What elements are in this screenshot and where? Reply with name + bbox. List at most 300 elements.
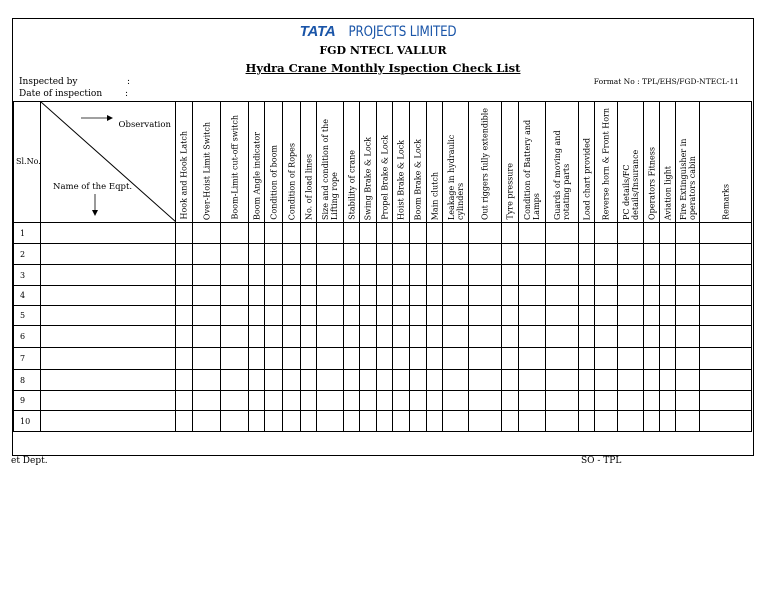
- check-cell[interactable]: [427, 223, 443, 244]
- check-cell[interactable]: [595, 286, 618, 306]
- check-cell[interactable]: [469, 223, 502, 244]
- check-cell[interactable]: [660, 265, 676, 286]
- check-cell[interactable]: [443, 286, 469, 306]
- date-label: Date of inspection: [19, 89, 103, 99]
- check-cell[interactable]: [221, 244, 249, 265]
- check-cell[interactable]: [546, 265, 579, 286]
- column-header: Size and condition of the Lifting rope: [317, 102, 344, 223]
- table-row: [14, 265, 752, 286]
- check-cell[interactable]: [618, 411, 644, 432]
- check-cell[interactable]: [644, 244, 660, 265]
- check-cell[interactable]: [317, 370, 344, 391]
- check-cell[interactable]: [265, 348, 283, 370]
- check-cell[interactable]: [393, 370, 410, 391]
- check-cell[interactable]: [377, 286, 393, 306]
- column-header: Swing Brake & Lock: [360, 102, 377, 223]
- check-cell[interactable]: [502, 286, 519, 306]
- check-cell[interactable]: [283, 348, 301, 370]
- column-header: Boom Brake & Lock: [410, 102, 427, 223]
- check-cell[interactable]: [344, 370, 360, 391]
- check-cell[interactable]: [502, 411, 519, 432]
- equipment-cell[interactable]: [41, 411, 176, 432]
- check-cell[interactable]: [700, 265, 752, 286]
- check-cell[interactable]: [221, 411, 249, 432]
- check-cell[interactable]: [410, 326, 427, 348]
- check-cell[interactable]: [221, 223, 249, 244]
- check-cell[interactable]: [427, 265, 443, 286]
- check-cell[interactable]: [502, 223, 519, 244]
- check-cell[interactable]: [618, 223, 644, 244]
- check-cell[interactable]: [249, 244, 265, 265]
- check-cell[interactable]: [301, 244, 317, 265]
- check-cell[interactable]: [676, 244, 700, 265]
- check-cell[interactable]: [377, 348, 393, 370]
- check-cell[interactable]: [579, 265, 595, 286]
- check-cell[interactable]: [502, 244, 519, 265]
- check-cell[interactable]: [519, 348, 546, 370]
- check-cell[interactable]: [676, 348, 700, 370]
- check-cell[interactable]: [410, 244, 427, 265]
- check-cell[interactable]: [301, 306, 317, 326]
- check-cell[interactable]: [618, 348, 644, 370]
- check-cell[interactable]: [317, 306, 344, 326]
- check-cell[interactable]: [546, 326, 579, 348]
- table-row: [14, 244, 752, 265]
- check-cell[interactable]: [377, 265, 393, 286]
- check-cell[interactable]: [344, 286, 360, 306]
- check-cell[interactable]: [427, 391, 443, 411]
- check-cell[interactable]: [360, 391, 377, 411]
- check-cell[interactable]: [519, 223, 546, 244]
- check-cell[interactable]: [676, 265, 700, 286]
- check-cell[interactable]: [469, 306, 502, 326]
- check-cell[interactable]: [502, 265, 519, 286]
- check-cell[interactable]: [595, 391, 618, 411]
- check-cell[interactable]: [618, 286, 644, 306]
- check-cell[interactable]: [221, 286, 249, 306]
- check-cell[interactable]: [193, 306, 221, 326]
- check-cell[interactable]: [344, 306, 360, 326]
- check-cell[interactable]: [618, 370, 644, 391]
- check-cell[interactable]: [410, 348, 427, 370]
- check-cell[interactable]: [344, 411, 360, 432]
- check-cell[interactable]: [283, 326, 301, 348]
- check-cell[interactable]: [301, 411, 317, 432]
- check-cell[interactable]: [393, 306, 410, 326]
- check-cell[interactable]: [579, 223, 595, 244]
- check-cell[interactable]: [377, 370, 393, 391]
- check-cell[interactable]: [469, 348, 502, 370]
- check-cell[interactable]: [265, 286, 283, 306]
- check-cell[interactable]: [265, 370, 283, 391]
- check-cell[interactable]: [660, 306, 676, 326]
- check-cell[interactable]: [660, 244, 676, 265]
- check-cell[interactable]: [410, 265, 427, 286]
- check-cell[interactable]: [595, 223, 618, 244]
- check-cell[interactable]: [519, 286, 546, 306]
- check-cell[interactable]: [427, 348, 443, 370]
- check-cell[interactable]: [595, 306, 618, 326]
- column-header: Out riggers fully extendible: [469, 102, 502, 223]
- equipment-label: Name of the Eqpt.: [53, 182, 133, 192]
- check-cell[interactable]: [283, 286, 301, 306]
- check-cell[interactable]: [676, 391, 700, 411]
- check-cell[interactable]: [469, 244, 502, 265]
- check-cell[interactable]: [377, 411, 393, 432]
- check-cell[interactable]: [469, 370, 502, 391]
- check-cell[interactable]: [410, 411, 427, 432]
- check-cell[interactable]: [469, 286, 502, 306]
- check-cell[interactable]: [427, 244, 443, 265]
- check-cell[interactable]: [410, 370, 427, 391]
- check-cell[interactable]: [443, 348, 469, 370]
- check-cell[interactable]: [283, 265, 301, 286]
- logo-brand: TATA: [299, 23, 336, 40]
- check-cell[interactable]: [221, 391, 249, 411]
- check-cell[interactable]: [317, 326, 344, 348]
- check-cell[interactable]: [443, 265, 469, 286]
- check-cell[interactable]: [393, 391, 410, 411]
- column-header: Fire Extinguisher in operators cabin: [676, 102, 700, 223]
- check-cell[interactable]: [410, 286, 427, 306]
- check-cell[interactable]: [618, 326, 644, 348]
- check-cell[interactable]: [618, 391, 644, 411]
- checklist-sheet: [11, 18, 754, 466]
- check-cell[interactable]: [360, 411, 377, 432]
- check-cell[interactable]: [176, 223, 193, 244]
- check-cell[interactable]: [700, 244, 752, 265]
- check-cell[interactable]: [377, 244, 393, 265]
- company-line: FGD NTECL VALLUR: [319, 44, 447, 57]
- check-cell[interactable]: [618, 244, 644, 265]
- check-cell[interactable]: [700, 223, 752, 244]
- table-row: [14, 306, 752, 326]
- check-cell[interactable]: [176, 306, 193, 326]
- check-cell[interactable]: [249, 223, 265, 244]
- check-cell[interactable]: [301, 286, 317, 306]
- check-cell[interactable]: [676, 306, 700, 326]
- equipment-cell[interactable]: [41, 306, 176, 326]
- check-cell[interactable]: [519, 411, 546, 432]
- check-cell[interactable]: [644, 411, 660, 432]
- check-cell[interactable]: [700, 348, 752, 370]
- check-cell[interactable]: [360, 348, 377, 370]
- check-cell[interactable]: [595, 244, 618, 265]
- check-cell[interactable]: [265, 391, 283, 411]
- equipment-cell[interactable]: [41, 265, 176, 286]
- check-cell[interactable]: [193, 348, 221, 370]
- check-cell[interactable]: [595, 370, 618, 391]
- logo-rest: PROJECTS LIMITED: [348, 24, 457, 40]
- check-cell[interactable]: [221, 348, 249, 370]
- column-header: Operators Fitness: [644, 102, 660, 223]
- check-cell[interactable]: [700, 391, 752, 411]
- check-cell[interactable]: [579, 348, 595, 370]
- date-sep: :: [125, 89, 129, 99]
- check-cell[interactable]: [283, 306, 301, 326]
- check-cell[interactable]: [265, 244, 283, 265]
- check-cell[interactable]: [469, 265, 502, 286]
- check-cell[interactable]: [317, 265, 344, 286]
- check-cell[interactable]: [249, 348, 265, 370]
- column-header: PC details/FC details/Insurance: [618, 102, 644, 223]
- equipment-observation-header: [41, 102, 176, 223]
- check-cell[interactable]: [660, 348, 676, 370]
- check-cell[interactable]: [360, 306, 377, 326]
- check-cell[interactable]: [176, 370, 193, 391]
- check-cell[interactable]: [301, 348, 317, 370]
- check-cell[interactable]: [660, 286, 676, 306]
- check-cell[interactable]: [249, 286, 265, 306]
- check-cell[interactable]: [519, 391, 546, 411]
- check-cell[interactable]: [469, 326, 502, 348]
- check-cell[interactable]: [221, 306, 249, 326]
- check-cell[interactable]: [443, 411, 469, 432]
- check-cell[interactable]: [377, 326, 393, 348]
- check-cell[interactable]: [546, 370, 579, 391]
- check-cell[interactable]: [176, 391, 193, 411]
- check-cell[interactable]: [360, 223, 377, 244]
- check-cell[interactable]: [427, 370, 443, 391]
- column-header: Tyre pressure: [502, 102, 519, 223]
- check-cell[interactable]: [360, 244, 377, 265]
- equipment-cell[interactable]: [41, 326, 176, 348]
- table-row: [14, 326, 752, 348]
- check-cell[interactable]: [283, 411, 301, 432]
- check-cell[interactable]: [176, 348, 193, 370]
- check-cell[interactable]: [676, 286, 700, 306]
- check-cell[interactable]: [660, 391, 676, 411]
- observation-label: Observation: [118, 120, 171, 130]
- check-cell[interactable]: [579, 391, 595, 411]
- equipment-cell[interactable]: [41, 223, 176, 244]
- check-cell[interactable]: [283, 370, 301, 391]
- check-cell[interactable]: [249, 391, 265, 411]
- check-cell[interactable]: [193, 244, 221, 265]
- check-cell[interactable]: [265, 306, 283, 326]
- check-cell[interactable]: [676, 223, 700, 244]
- check-cell[interactable]: [502, 391, 519, 411]
- equipment-cell[interactable]: [41, 244, 176, 265]
- check-cell[interactable]: [579, 370, 595, 391]
- equipment-cell[interactable]: [41, 348, 176, 370]
- check-cell[interactable]: [176, 244, 193, 265]
- column-header: Boom-Limit cut-off switch: [221, 102, 249, 223]
- check-cell[interactable]: [283, 244, 301, 265]
- check-cell[interactable]: [618, 265, 644, 286]
- check-cell[interactable]: [193, 223, 221, 244]
- check-cell[interactable]: [393, 286, 410, 306]
- check-cell[interactable]: [595, 348, 618, 370]
- check-cell[interactable]: [660, 223, 676, 244]
- check-cell[interactable]: [249, 306, 265, 326]
- check-cell[interactable]: [265, 223, 283, 244]
- check-cell[interactable]: [344, 223, 360, 244]
- check-cell[interactable]: [393, 411, 410, 432]
- check-cell[interactable]: [660, 326, 676, 348]
- equipment-cell[interactable]: [41, 391, 176, 411]
- check-cell[interactable]: [393, 244, 410, 265]
- check-cell[interactable]: [283, 223, 301, 244]
- check-cell[interactable]: [317, 348, 344, 370]
- check-cell[interactable]: [644, 326, 660, 348]
- check-cell[interactable]: [660, 370, 676, 391]
- check-cell[interactable]: [579, 286, 595, 306]
- check-cell[interactable]: [644, 223, 660, 244]
- check-cell[interactable]: [317, 244, 344, 265]
- check-cell[interactable]: [618, 306, 644, 326]
- check-cell[interactable]: [265, 265, 283, 286]
- check-cell[interactable]: [176, 326, 193, 348]
- check-cell[interactable]: [344, 244, 360, 265]
- check-cell[interactable]: [265, 326, 283, 348]
- check-cell[interactable]: [700, 306, 752, 326]
- company-logo: [13, 23, 753, 40]
- column-header: Hoist Brake & Lock: [393, 102, 410, 223]
- check-cell[interactable]: [317, 286, 344, 306]
- check-cell[interactable]: [546, 286, 579, 306]
- check-cell[interactable]: [660, 411, 676, 432]
- check-cell[interactable]: [301, 223, 317, 244]
- check-cell[interactable]: [546, 223, 579, 244]
- check-cell[interactable]: [579, 411, 595, 432]
- check-cell[interactable]: [176, 411, 193, 432]
- check-cell[interactable]: [546, 411, 579, 432]
- check-cell[interactable]: [546, 306, 579, 326]
- check-cell[interactable]: [344, 265, 360, 286]
- check-cell[interactable]: [360, 370, 377, 391]
- check-cell[interactable]: [519, 326, 546, 348]
- check-cell[interactable]: [193, 286, 221, 306]
- check-cell[interactable]: [393, 265, 410, 286]
- check-cell[interactable]: [301, 326, 317, 348]
- check-cell[interactable]: [410, 306, 427, 326]
- check-cell[interactable]: [301, 391, 317, 411]
- check-cell[interactable]: [301, 370, 317, 391]
- column-header: Guards of moving and rotating parts: [546, 102, 579, 223]
- check-cell[interactable]: [519, 306, 546, 326]
- check-cell[interactable]: [427, 306, 443, 326]
- check-cell[interactable]: [443, 370, 469, 391]
- check-cell[interactable]: [344, 348, 360, 370]
- check-cell[interactable]: [377, 306, 393, 326]
- check-cell[interactable]: [410, 223, 427, 244]
- check-cell[interactable]: [700, 286, 752, 306]
- check-cell[interactable]: [344, 326, 360, 348]
- check-cell[interactable]: [193, 326, 221, 348]
- check-cell[interactable]: [249, 411, 265, 432]
- equipment-cell[interactable]: [41, 286, 176, 306]
- check-cell[interactable]: [360, 326, 377, 348]
- check-cell[interactable]: [519, 244, 546, 265]
- check-cell[interactable]: [676, 411, 700, 432]
- check-cell[interactable]: [317, 411, 344, 432]
- check-cell[interactable]: [644, 370, 660, 391]
- check-cell[interactable]: [443, 223, 469, 244]
- column-header: Main clutch: [427, 102, 443, 223]
- check-cell[interactable]: [249, 326, 265, 348]
- check-cell[interactable]: [443, 326, 469, 348]
- check-cell[interactable]: [579, 306, 595, 326]
- check-cell[interactable]: [502, 306, 519, 326]
- check-cell[interactable]: [427, 411, 443, 432]
- check-cell[interactable]: [344, 391, 360, 411]
- row-number: 7: [14, 348, 41, 370]
- check-cell[interactable]: [700, 370, 752, 391]
- check-cell[interactable]: [519, 265, 546, 286]
- check-cell[interactable]: [360, 286, 377, 306]
- check-cell[interactable]: [595, 326, 618, 348]
- check-cell[interactable]: [546, 348, 579, 370]
- check-cell[interactable]: [700, 411, 752, 432]
- check-cell[interactable]: [393, 223, 410, 244]
- check-cell[interactable]: [519, 370, 546, 391]
- check-cell[interactable]: [193, 391, 221, 411]
- check-cell[interactable]: [410, 391, 427, 411]
- check-cell[interactable]: [427, 326, 443, 348]
- check-cell[interactable]: [546, 244, 579, 265]
- check-cell[interactable]: [502, 348, 519, 370]
- column-header: Over-Hoist Limit Switch: [193, 102, 221, 223]
- check-cell[interactable]: [644, 391, 660, 411]
- check-cell[interactable]: [249, 265, 265, 286]
- check-cell[interactable]: [595, 411, 618, 432]
- check-cell[interactable]: [443, 244, 469, 265]
- check-cell[interactable]: [427, 286, 443, 306]
- check-cell[interactable]: [221, 265, 249, 286]
- check-cell[interactable]: [301, 265, 317, 286]
- check-cell[interactable]: [317, 223, 344, 244]
- check-cell[interactable]: [469, 411, 502, 432]
- check-cell[interactable]: [249, 370, 265, 391]
- check-cell[interactable]: [283, 391, 301, 411]
- check-cell[interactable]: [393, 348, 410, 370]
- check-cell[interactable]: [469, 391, 502, 411]
- checklist-table: [13, 101, 752, 432]
- check-cell[interactable]: [676, 370, 700, 391]
- check-cell[interactable]: [193, 265, 221, 286]
- check-cell[interactable]: [221, 326, 249, 348]
- check-cell[interactable]: [595, 265, 618, 286]
- check-cell[interactable]: [360, 265, 377, 286]
- check-cell[interactable]: [502, 326, 519, 348]
- check-cell[interactable]: [443, 306, 469, 326]
- check-cell[interactable]: [317, 391, 344, 411]
- check-cell[interactable]: [265, 411, 283, 432]
- check-cell[interactable]: [644, 306, 660, 326]
- check-cell[interactable]: [176, 265, 193, 286]
- table-row: [14, 348, 752, 370]
- check-cell[interactable]: [176, 286, 193, 306]
- check-cell[interactable]: [502, 370, 519, 391]
- check-cell[interactable]: [193, 370, 221, 391]
- check-cell[interactable]: [377, 223, 393, 244]
- check-cell[interactable]: [579, 244, 595, 265]
- check-cell[interactable]: [377, 391, 393, 411]
- check-cell[interactable]: [644, 265, 660, 286]
- check-cell[interactable]: [644, 286, 660, 306]
- check-cell[interactable]: [579, 326, 595, 348]
- check-cell[interactable]: [644, 348, 660, 370]
- equipment-cell[interactable]: [41, 370, 176, 391]
- check-cell[interactable]: [393, 326, 410, 348]
- check-cell[interactable]: [700, 326, 752, 348]
- check-cell[interactable]: [221, 370, 249, 391]
- check-cell[interactable]: [193, 411, 221, 432]
- check-cell[interactable]: [676, 326, 700, 348]
- check-cell[interactable]: [443, 391, 469, 411]
- check-cell[interactable]: [546, 391, 579, 411]
